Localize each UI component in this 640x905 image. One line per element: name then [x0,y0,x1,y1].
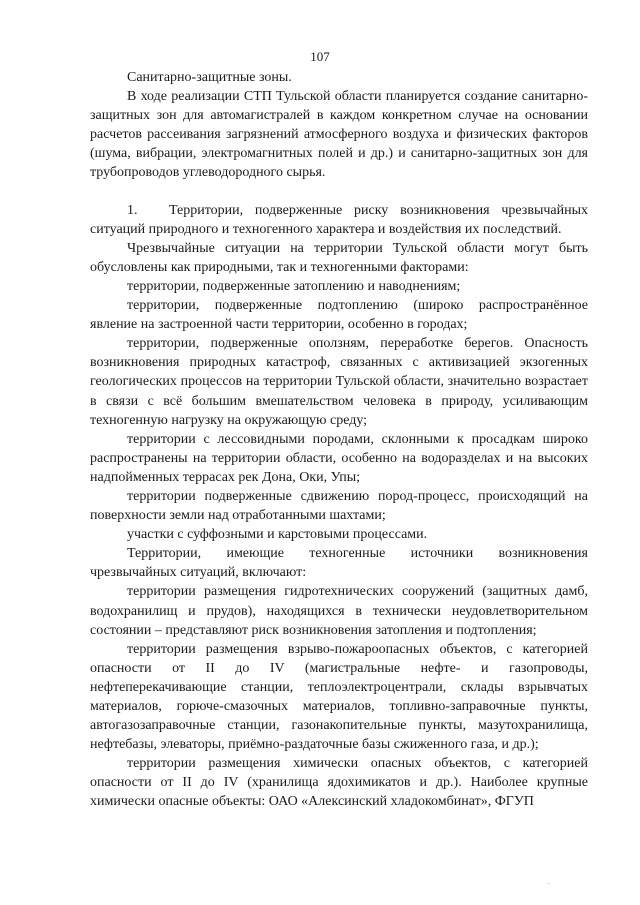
paragraph: Чрезвычайные ситуации на территории Тульской области могут быть обусловлены как природными, так и техногенными факторами: [90,240,588,275]
paragraph: В ходе реализации СТП Тульской области планируется создание санитарно-защитных зон для автомагистралей в каждом конкретном случае на основании расчетов рассеивания загрязнений атмосферного воздуха и физических факторов (шума, вибрации, электромагнитных полей и др.) и санитарно-защитных зон для трубопроводов углеводородного сырья. [90,89,588,181]
list-item: территории размещения взрыво-пожароопасных объектов, с категорией опасности от II до IV (магистральные нефте- и газопроводы, нефтеперекачивающие станции, теплоэлектроцентрали, склады взрывчатых материалов, горюче-смазочных материалов, топливно-заправочные пункты, автогазозаправочные станции, газонакопительные пункты, мазутохранилища, нефтебазы, элеваторы, приёмно-раздаточные базы сжиженного газа, и др.); [90,641,588,753]
list-item: территории размещения гидротехнических сооружений (защитных дамб, водохранилищ и прудов), находящихся в технически неудовлетворительном состоянии – представляют риск возникновения затопления и подтопления; [90,584,588,638]
list-item: территории подверженные сдвижению пород-процесс, происходящий на поверхности земли над отработанными шахтами; [90,488,588,524]
list-item: территории, подверженные оползням, переработке берегов. Опасность возникновения природных катастроф, связанных с активизацией экзогенных геологических процессов на территории Тульской области, значительно возрастает в связи с всё большим вмешательством человека в природу, усиливающим техногенную нагрузку на окружающую среду; [90,336,588,428]
paragraph: Территории, имеющие техногенные источники возникновения чрезвычайных ситуаций, включают: [90,546,588,581]
section-heading: Санитарно-защитные зоны. [127,70,292,85]
list-item: территории с лессовидными породами, склонными к просадкам широко распространены на территории области, особенно на водоразделах и на высоких надпойменных террасах рек Дона, Оки, Упы; [90,431,588,485]
paragraph-text: Территории, подверженные риску возникновения чрезвычайных ситуаций природного и техногенного характера и воздействия их последствий. [90,202,588,237]
document-body [90,68,588,812]
list-item: территории размещения химически опасных объектов, с категорией опасности от II до IV (хранилища ядохимикатов и др.). Наиболее крупные химически опасные объекты: ОАО «Алексинский хладокомбинат», ФГУП [90,756,588,810]
list-item: территории, подверженные затоплению и наводнениям; [127,278,461,294]
list-item: участки с суффозными и карстовыми процессами. [127,527,428,543]
list-item: территории, подверженные подтоплению (широко распространённое явление на застроенной части территории, особенно в городах; [90,298,588,333]
page-number: 107 [310,49,330,64]
paragraph-number: 1. [127,202,138,218]
scan-mark: . [548,878,550,886]
numbered-paragraph [90,201,588,239]
